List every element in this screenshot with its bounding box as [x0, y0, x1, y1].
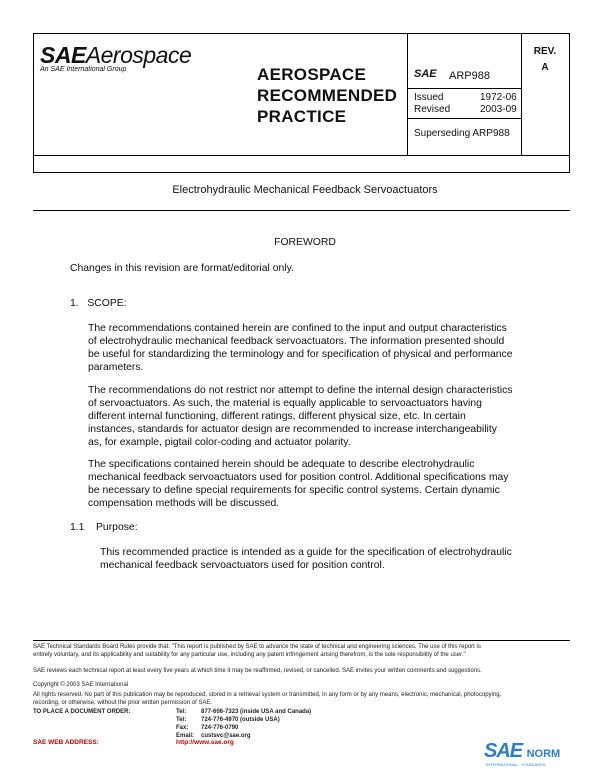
scope-p2-line-4: instances, standards for actuator design are recommended to increase interchangeability: [88, 424, 497, 435]
title-line-1: AEROSPACE: [257, 65, 367, 84]
order-label: TO PLACE A DOCUMENT ORDER:: [33, 709, 131, 715]
footer-rights: [33, 691, 501, 707]
header-divider-vertical: [407, 33, 408, 155]
scope-p2-line-3: different internal functioning, different ratings, different physical size, etc. In certain: [88, 411, 466, 422]
revised-value: 2003-09: [480, 104, 517, 115]
fax-label: Fax:: [176, 725, 189, 731]
document-title: Electrohydraulic Mechanical Feedback Servoactuators: [172, 184, 438, 196]
scope-p3-line-2: mechanical feedback servoactuators used for position control. Additional specifications may: [88, 472, 509, 483]
scope-p2-line-5: as, for example, pigtail color-coding and actuator polarity.: [88, 437, 351, 448]
scope-p3-line-1: The specifications contained herein should be adequate to describe electrohydraulic: [88, 459, 475, 470]
logo-brand: SAE: [40, 42, 86, 68]
scope-paragraph-1: [88, 322, 513, 374]
footer-rights-line-2: recording, or otherwise, without the prior written permission of SAE.: [33, 700, 213, 706]
revised-label: Revised: [414, 104, 451, 115]
logo-word: Aerospace: [85, 42, 192, 68]
purpose-line-1: This recommended practice is intended as a guide for the specification of electrohydraulic: [100, 547, 512, 558]
superseding: Superseding ARP988: [414, 128, 510, 139]
scope-paragraph-3: [88, 458, 508, 510]
web-address-link[interactable]: http://www.sae.org: [176, 739, 234, 746]
rev-divider-vertical: [521, 33, 522, 155]
header-doc-divider-2: [407, 118, 522, 119]
footer-rules-line-2: entirely voluntary, and its applicability and suitability for any particular use, including any patent infringement arising therefrom, is the sole responsibility of the user.": [33, 652, 466, 658]
scope-p3-line-4: compensation methods will be discussed.: [88, 498, 280, 509]
sae-norm-logo: [484, 740, 561, 767]
scope-p2-line-2: of servoactuators. As such, the material is equally applicable to servoactuators having: [88, 398, 482, 409]
footer-copyright: Copyright © 2003 SAE International: [33, 682, 129, 688]
fax-value: 724-776-0790: [201, 725, 239, 731]
footer-rules-line-1: SAE Technical Standards Board Rules provide that: "This report is published by SAE to advance the state of technical and engineering sciences. The use of this report is: [33, 644, 481, 650]
scope-p1-line-1: The recommendations contained herein are confined to the input and output characteristics: [88, 323, 507, 334]
email-value[interactable]: custsvc@sae.org: [201, 733, 251, 739]
scope-p2-line-1: The recommendations do not restrict nor attempt to define the internal design characteristics: [88, 385, 513, 396]
purpose-line-2: mechanical feedback servoactuators used for position control.: [100, 560, 385, 571]
purpose-heading: 1.1 Purpose:: [70, 522, 138, 533]
header-top-border: [33, 33, 570, 34]
sae-mark-icon: SAE: [414, 68, 437, 80]
foreword-text: Changes in this revision are format/editorial only.: [70, 263, 294, 274]
sae-aerospace-logo: [40, 42, 191, 69]
scope-p3-line-3: be necessary to define special requirements for specific control systems. Certain dynamic: [88, 485, 500, 496]
norm-logo-sae: SAE: [484, 740, 523, 762]
scope-p1-line-3: be useful for standardizing the terminology and for specification of physical and performance: [88, 349, 513, 360]
scope-heading: 1. SCOPE:: [70, 298, 127, 309]
footer-review: SAE reviews each technical report at least every five years at which time it may be reaffirmed, revised, or cancelled. SAE invites your written comments and suggestions.: [33, 668, 482, 674]
title-line-2: RECOMMENDED: [257, 86, 398, 105]
purpose-paragraph: [100, 546, 512, 572]
scope-p1-line-4: parameters.: [88, 362, 144, 373]
tel-label-1: Tel:: [176, 709, 187, 715]
header-bottom-border: [33, 172, 570, 173]
rev-label: REV.: [533, 46, 557, 57]
footer-rights-line-1: All rights reserved. No part of this publication may be reproduced, stored in a retrieval system or transmitted, in any form or by any means, electronic, mechanical, photocopying,: [33, 692, 502, 698]
header-doc-divider: [407, 88, 522, 89]
scope-p1-line-2: of electrohydraulic mechanical feedback servoactuators. The information presented should: [88, 336, 505, 347]
issued-value: 1972-06: [480, 92, 517, 103]
norm-logo-tagline: INTERNATIONAL · STANDARDS: [486, 762, 546, 767]
header-divider-horizontal: [33, 155, 570, 156]
tel-label-2: Tel:: [176, 717, 187, 723]
footer-divider: [33, 640, 570, 641]
tel-value-2: 724-776-4970 (outside USA): [201, 717, 280, 723]
document-type-title: [257, 64, 397, 127]
header-right-border: [569, 33, 570, 173]
norm-logo-norm: NORM: [526, 748, 561, 760]
email-label: Email:: [176, 733, 195, 739]
scope-paragraph-2: [88, 384, 513, 449]
document-number: ARP988: [449, 70, 490, 82]
title-bottom-border: [33, 210, 570, 211]
logo-subtitle: An SAE International Group: [40, 66, 127, 73]
foreword-heading: FOREWORD: [274, 237, 336, 248]
rev-value: A: [541, 62, 549, 73]
title-line-3: PRACTICE: [257, 107, 347, 126]
header-left-border: [33, 33, 34, 173]
web-address-label: SAE WEB ADDRESS:: [33, 739, 99, 746]
footer-rules: [33, 643, 573, 659]
issued-label: Issued: [414, 92, 444, 103]
tel-value-1: 877-606-7323 (inside USA and Canada): [201, 709, 312, 715]
